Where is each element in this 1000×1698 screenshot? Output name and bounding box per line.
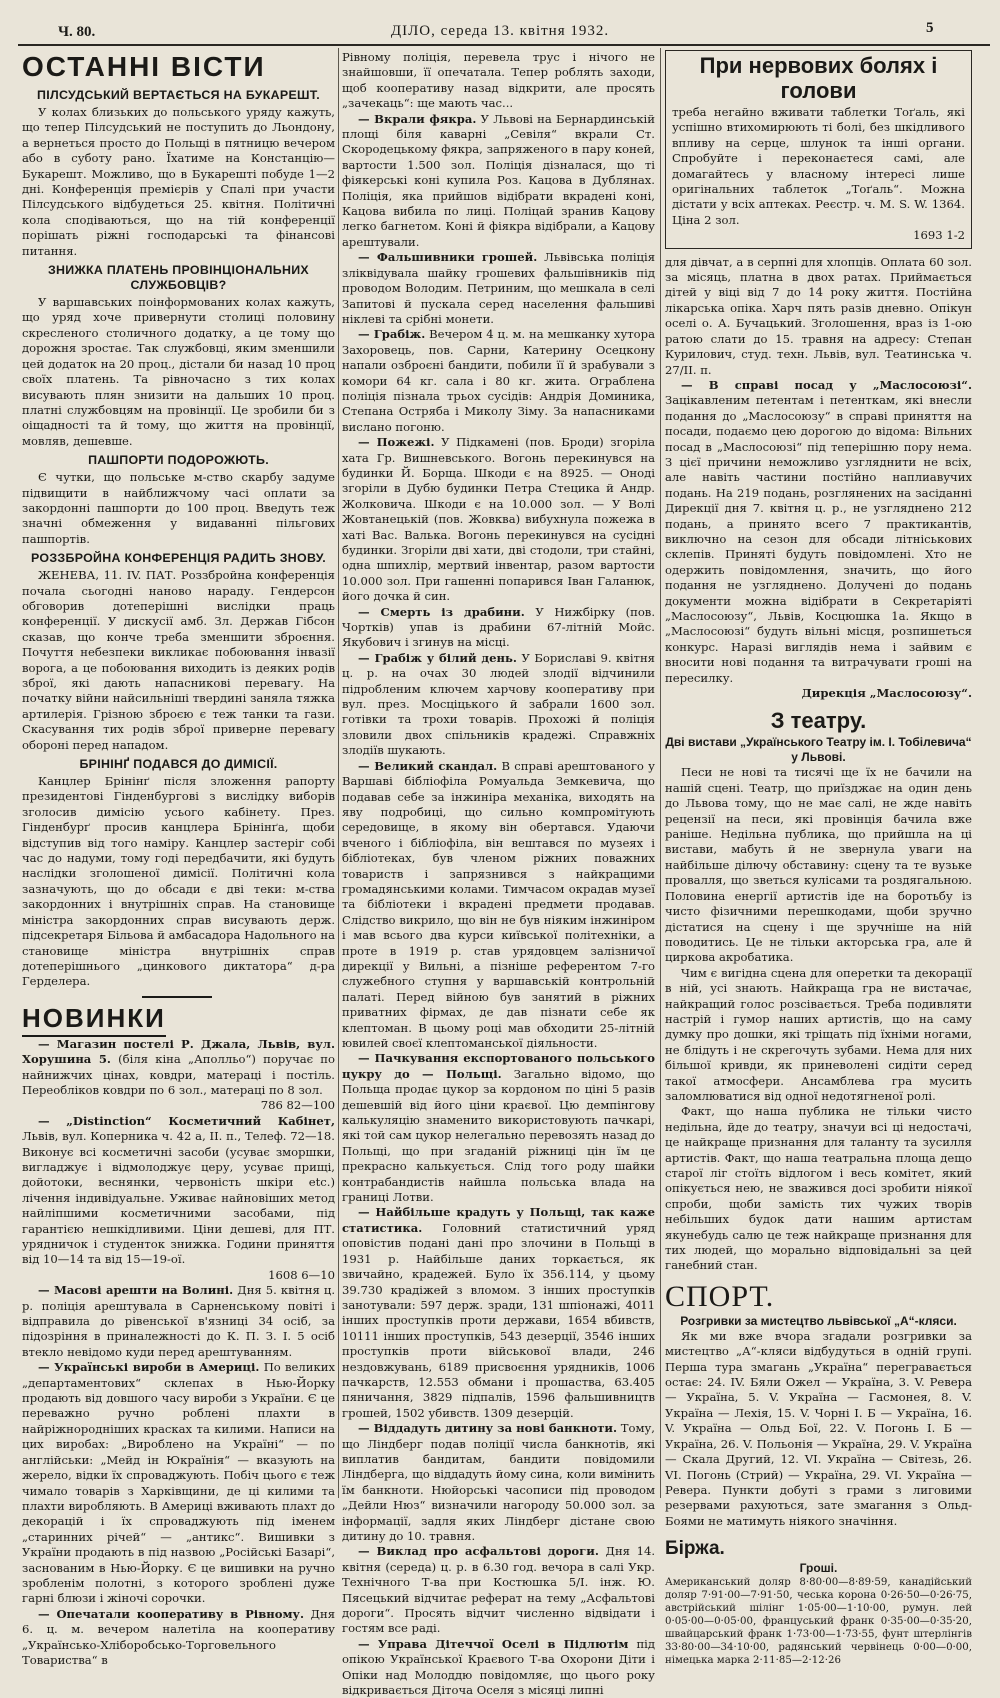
article-text: Є чутки, що польське м-ство скарбу задуме підвищити в найближчому часі оплати за закордонні пашпорти до 100 проц. Введуть теж значні обмеження у видаванні пільгових пашпортів. [22, 470, 335, 546]
column-divider [338, 48, 339, 1498]
news-lead: — Українські вироби в Америці. [38, 1360, 260, 1375]
news-lead: — Грабіж у білий день. [358, 650, 517, 665]
news-lead: — Смерть із драбини. [358, 604, 525, 619]
news-text: Зацікавленим петентам і петенткам, які внесли подання до „Маслосоюзу“ в справі приняття на посади, подаємо цею дорогою до відома: Вільних посад в „Маслосоюзі“ під теперішню пору нема. З цієї причини неможливо узгляднити не всіх, але навіть частини постійно наплиавучих подань. На 219 подань, розглянених на засіданні Дирекції дня 7. квітня ц. р., не узгляднено 212 подань, а принято всего 7 практикантів, виключно на сезон для обсади літніськових склепів. Приняті будуть повідомлені. Хто не одержить повідомлення, значить, що його подання не узгляднено. Долучені до подань документи можна відібрати в Секретаріяті „Маслосоюзу“, Львів, Косцюшка 1а. Якщо в „Маслосоюзі“ будуть вільні місця, розпишеться конкурс. Наразі виглядів нема і зайвим є вносити нові подання та витрачувати гроші на пересилку. [665, 393, 972, 685]
article-text: Як ми вже вчора згадали розгривки за мистецтво „А“-кляси відбудуться в одній групі. Перша тура змагань „Україна“ перегравається остає: 24. IV. Бяли Ожел — Україна, 3. V. Ревера — Україна, 5. V. Україна — Гасмонея, 8. V. Україна — Лехія, 15. V. Чорні I. Б — Україна, 16. V. Україна — Ольд Бої, 22. V. Погонь I. Б — Україна, 26. V. Польонія — Україна, 29. V. Україна — Скала Другий, 12. VI. Україна — Світезь, 26. VI. Погонь (Стрий) — Україна, 29. VI. Україна — Ревера. Пункти добуті з грами з лиговими резервами рахуються, зате змагання з Ольд-Боями не матимуть ніякого значіння. [665, 1328, 972, 1528]
column-2 [342, 50, 656, 1698]
news-text: Вечером 4 ц. м. на мешканку хутора Захоровець, пов. Сарни, Катерину Осецкону напали озброєні бандити, побили її й зрабували з комори 64 кг. сала і 80 кг. жита. Ограблена поліція пізнала трьох сусідів: Андрія Доминика, Степана Остряба і Миколу Зіму. За напасниками вислано погоню. [342, 327, 656, 434]
section-subheading: Дві вистави „Українського Театру ім. І. Тобілевича“ у Львові. [665, 735, 972, 765]
news-text: Львів, вул. Коперника ч. 42 а, II. п., Телеф. 72—18. Виконує всі косметичні засоби (усуває зморшки, вигладжує і відмолоджує цеpу, усуває прищі, дойотоки, веснянки, червоність шкіри etc.) лічення індивідуальне. Уживає найновіших метод найліпшими косметичними засобами, під гарантією нешкідливими. Ціни дешеві, для ПТ. урядничок і студенток знижка. Години приняття від 10—14 та від 15—19-ої. [22, 1129, 335, 1267]
news-text: Головний статистичний уряд оповістив подані дані про злочини в Польщі в 1931 р. Найбільше даних торкається, як звичайно, крадежей. Було їх 356.114, у цьому 39.730 крадіжей з вломом. З інших проступків занотували: 597 держ. зради, 131 шпіонажі, 4011 інших проступків проти держави, 1654 вбивств, 10111 інших проступків, 543 дезерції, 3546 інших проступків проти військової влади, 246 нездовжувань, 6189 присвоєння урядників, 1006 пачкарств, 12.553 обмани і прошаства, 63.405 пяничання, 3829 підпалів, 1596 фальшивництв грошей, 1502 убивств. 1309 дезерцій. [342, 1220, 656, 1420]
section-heading-exchange: Біржа. [665, 1538, 725, 1560]
news-text: В справі арештованого у Варшаві бібліофіла Ромуальда Земкевича, що подавав себе за інжиніра механіка, виходять на яву подробиці, що сильно компромітують середовище, в якому він обертався. Удаючи вченого і бібліофіла, він вештався по музеях і бібліотеках, був членом ріжних поважних товариств і запрязнився з найкращими громадянськими колами. Тимчасом окрадав музеї та бібліотеки і вкрадені предмети продавав. Слідство викрило, що він не був ніяким інжиніром і мав всього два курси київської політехніки, а проте в 1919 р. став урядовцем залізничої дирекції у Вильні, а пізніше референтом 7-го служебного ступня у варшавській контрольній палаті. Перед війною був занятий в ріжних приватних фірмах, де дав пізнати себе як клептоман. В цьому році мав обходити 25-літній ювилей своєї клептоманської діяльности. [342, 758, 655, 1050]
togal-advertisement [665, 50, 972, 249]
news-lead: — Грабіж. [358, 327, 426, 342]
news-text: Загально відомо, що Польща продає цукор за кордоном по ціні 5 разів дешевшій від його ціни краєвої. Цю демпінгову калькуляцію знаменито використовують пачкарі, які той сам цукор нелегально перевозять назад до Польщі, що при згаданій ріжниці цін їм це прекрасно калькується. Слід того роду шайки контрабандистів найшла польська влада на границі Лотви. [342, 1066, 655, 1205]
article-title: ПІЛСУДСЬКИЙ ВЕРТАЄТЬСЯ НА БУКАРЕШТ. [37, 88, 320, 102]
news-text: У Львові на Бернардинській площі біля каварні „Севіля“ вкрали Ст. Скородецькому фякра, запряженого в пару коней, вартости 1.500 зол. Поліція дізналася, що ті фіякерські коні купила Роз. Кацова в Дублянах. Поліція, яка прийшов відібрати вкрадені коні, Кацова вибила по лиці. Поліцай зранив Кацову легко багнетом. Коні й фіякра відібрали, а Кацову арештували. [342, 111, 655, 249]
news-lead: — Фальшивники грошей. [358, 250, 538, 265]
article-text: Факт, що наша публика не тільки чисто недільна, йде до театру, значуи всі ці недостачі, це найкраще признання для таланту та зусилля артистів. Факт, що наша театральна площа дещо старої ліг стоїть відлогом і весь комітет, який опікується нею, не зважився досі зробити ніякої спроби, щоби замість тих чужих творів небільших будок дати нашим артистам якунебудь салю це теж найкраще признання для тих людей, що морально відповідальні за цей ганебний стан. [665, 1104, 972, 1273]
news-lead: — Управа Дітеччої Оселі в Підлютім [358, 1636, 629, 1651]
article-title: РОЗЗБРОЙНА КОНФЕРЕНЦІЯ РАДИТЬ ЗНОВУ. [31, 551, 326, 566]
news-text: Дня 14. квітня (середа) ц. р. в 6.30 год. вечора в салі Укр. Технічного Т-ва при Костюшка 5/І. інж. Ю. Пясецький відчитає реферат на тему „Асфальтові дороги“. Просять відчит численно відвідати і гостям все раді. [342, 1544, 656, 1636]
article-text: для дівчат, а в серпні для хлопців. Оплата 60 зол. за місяць, платна в двох ратах. Приймається дітей у віці від 7 до 14 року життя. Постійна лікарська опіка. Харч пять разів дневно. Опікун оселі о. А. Бучацький. Зголошення, враз із 1-ою ратою слати до 15. травня на адресу: Степан Курилович, студ. техн. Львів, вул. Театинська ч. 27/ІІ. п. [665, 254, 972, 377]
news-lead: — Виклад про асфальтові дороги. [358, 1544, 599, 1559]
news-text: У Бориславі 9. квітня ц. р. на очах 30 людей злодії відчинили підробленим ключем харчову кооперативу при вул. през. Мосціцького й забрали 1600 зол. готівки та трохи товарів. Прохожі й поліція зловили двох спільників крадежі. Справжніх злодіїв шукають. [342, 650, 655, 758]
header-rule [18, 44, 990, 46]
news-lead: — Опечатали кооперативу в Рівному. [38, 1606, 305, 1621]
section-subheading: Розгривки за мистецтво львівської „А“-кляси. [680, 1313, 957, 1328]
section-heading-latest-news: ОСТАННІ ВІСТИ [22, 51, 266, 82]
ad-title: При нервових болях і голови [699, 53, 938, 103]
divider [142, 996, 212, 998]
news-text: під опікою Української Краєвого Т-ва Охорони Діти і Опіки над Молоддю повідомляє, що цього року відкривається Діточа Оселя з місяці липні [342, 1636, 656, 1698]
news-lead: — Пожежі. [358, 435, 435, 450]
news-text: У Підкамені (пов. Броди) згоріла хата Гр. Вишневського. Вогонь перекинувся на будинки Й. Борща. Шкоди є на 8925. — Оноді згоріли в Дубю будинки Петра Стецика й Андр. Жолковича. Шкоди є на 10.000 зол. — У Волі Жовтанецькій (пов. Жовква) вибухнула пожежа в хаті Вас. Валька. Вогонь перекинувся на сусідні будинки. Згоріли дві хати, дві стодоли, три стайні, одна шпихлір, мертвий інвентар, разом вартости 10.000 зол. При гашенні попарився Іван Галанюк, його дочка й син. [342, 435, 656, 604]
news-lead: — „Distinction“ Косметичний Кабінет, [38, 1113, 335, 1128]
column-3 [665, 50, 972, 1667]
article-title: БРІНІНҐ ПОДАВСЯ ДО ДИМІСІЇ. [79, 757, 278, 772]
masthead [0, 0, 1000, 44]
article-text: Песи не нові та тисячі ще їх не бачили на нашій сцені. Театр, що приїзджає на один день до Львова тому, що не має салі, не жде навіть рецензії на песи, які провінція бачила вже раніше. Недільна публика, що прийшла на ці вистави, мабуть й не звернула уваги на найбільше ділючу обставину: сцену та те вузьке провалля, що зветься кулісами та роздягальною. Половина енергії артистів іде на боротьбу із чисто фізичними перешкодами, щоби зручно дістатися на сцену і ще зручніше на ній поводитись. Це не тільки акторська гра, але й циркова акробатика. [665, 765, 972, 965]
page-number: 5 [926, 20, 934, 36]
news-text: По великих „департаментових“ склепах в Нью-Йорку продають від довшого часу вироби з України. Є це переважно ручно роблені плахти в найріжнородніших красках та килими. Написи на цих виробах: „Вироблено на Україні“ — по англійськи: „Мейд ін Юкраїнія“ — вказують на жерело, відки їх спроваджують. Побіч цього є теж чимало товарів з Харківщини, де ці килими та плахти виробляють. В Америці вживають плахт до декорацій і їх спроваджують під іменем „старинних річей“ — „антикс“. Вишивки з України продають в під назвою „Російські Базарі“, заснованим в Нью-Йорку. Є це вишивки на ручно зробленім полотні, з которого зроблені дуже гарні блюзи і жіночі сорочки. [22, 1360, 336, 1606]
exchange-rates: Американський доляр 8·80·00—8·89·59, канадійський доляр 7·91·00—7·91·50, чеська корона 0·26·50—0·26·75, австрійський шілінг 1·05·00—1·10·00, румун. лей 0·05·00—0·05·00, француський франк 0·35·00—0·35·20, швайцарський франк 1·73·00—1·73·55, фунт штерлінгів 33·80·00—34·10·00, радянський червінець 0·00—0·00, німецька марка 2·11·85—2·12·26 [665, 1577, 972, 1667]
news-text: У Нижбірку (пов. Чортків) упав із драбини 67-літній Мойс. Якубович і згинув на місці. [342, 604, 656, 650]
section-subheading: Гроші. [799, 1561, 838, 1576]
news-text: Дня 5. квітня ц. р. поліція арештувала в Сарненському повіті і відправила до рівенської в'язниці 34 осіб, за підозріння в приналежності до К. П. З. І. 5 осіб втекло невідомо куди перед арештуванням. [22, 1283, 336, 1359]
news-lead: — Найбільше крадуть у Польщі, так каже статистика. [342, 1205, 655, 1235]
article-text: ЖЕНЕВА, 11. IV. ПАТ. Роззбройна конференція почала сьогодні наново нараду. Гендерсон обговорив дотеперішні вислідки праць конференції. У дискусії амб. Зл. Держав Гібсон сказав, що конче треба зменшити зброєння. Почуття небезпеки викликає побоювання інвазії ворога, а це побоювання виходить із деяких родів зброї, які дають напасникові перевагу. На початку війни найсильніші твердині заняла тяжка артилерія. Грізною зброєю є теж танки та гази. Скасування тих родів зброї приверне перевагу обороні перед нападом. [22, 568, 335, 752]
news-text: Львівська поліція зліквідувала шайку грошевих фальшівників під проводом Володим. Петриним, що мешкала в селі Запитові й пускала серед населення фальшиві ніклеві та срібні монети. [342, 250, 656, 326]
news-text: Дня 6. ц. м. вечером налетіла на кооперативу „Українсько-Хліборобсько-Торговельного Товариства“ в [22, 1606, 336, 1667]
news-text: Тому, що Ліндберг подав поліції числа банкнотів, які виплатив бандитам, бандити повідомили Ліндберга, що віддадуть йому сина, коли вимінить їм банкноти. Нюйорські часописи під проводом „Дейли Нюз“ визначили нагороду 50.000 зол. за інформації, задля яких Ліндберг дістане свою дитину до 10. травня. [342, 1421, 655, 1543]
newspaper-title-date: ДІЛО, середа 13. квітня 1932. [390, 23, 610, 39]
article-text: Рівному поліція, перевела трус і нічого не знайшовши, її опечатала. Тепер роблять заходи, щоб кооперативу назад відкрити, але просять „зачекаць“: ще мають час... [342, 50, 655, 111]
ad-text: треба негайно вживати таблетки Тоґаль, які успішно втихомирюють ті болі, без шкідливого впливу на серце, шлунок та інші органи. Спробуйте і переконаєтеся самі, але домагайтесь у власному інтересі лише оригінальних таблеток „Тоґаль“. Можна дістати у всіх аптеках. Реєстр. ч. М. S. W. 1364. Ціна 2 зол. [672, 105, 965, 227]
column-divider [660, 48, 661, 1498]
section-heading-theatre: З театру. [770, 708, 867, 734]
article-title: ЗНИЖКА ПЛАТЕНЬ ПРОВІНЦІОНАЛЬНИХ СЛУЖБОВЦІВ? [47, 263, 309, 293]
ad-code: 1693 1-2 [913, 228, 965, 243]
news-lead: — Пачкування експортованого польського цукру до — Польщі. [342, 1051, 655, 1081]
article-text: У варшавських поінформованих колах кажуть, що уряд хоче привернути столиці половину скресленого столичного додатку, а це тому що дорожня зростає. Так службовці, яким зменшили цей додаток на 20 проц., дістали би назад 10 проц своїх платень. Та рівночасно з тих колах висувають плян знизити на дальших 10 проц. платні службовцям на провінції. Це зробили би з оіщадності та й тому, що життя на провінції, мовляв, дешевше. [22, 295, 335, 448]
article-title: ПАШПОРТИ ПОДОРОЖЮТЬ. [88, 453, 269, 468]
news-lead: — Віддадуть дитину за нові банкноти. [358, 1421, 618, 1436]
section-heading-news: НОВИНКИ [22, 1002, 166, 1037]
news-lead: — Масові арешти на Волині. [38, 1283, 234, 1298]
news-lead: — В справі посад у „Маслосоюзі“. [681, 377, 972, 392]
column-1 [22, 50, 336, 1667]
news-lead: — Вкрали фякра. [358, 111, 477, 126]
issue-number: Ч. 80. [58, 24, 96, 40]
article-text: Канцлер Брінінґ після зложення рапорту президентові Гінденбургові з вислідку виборів зголосив димісію усього кабінету. През. Гінденбурґ просив канцлера Брінінґа, щоби відступив від того наміру. Канцлер застеріг собі час до надуми, тому годі передбачити, які будуть наслідки зголошеної димісії. Політичні кола зазначують, що до обсади є дві теки: м-ства закордонних і внутрішніх справ. На становище міністра закордонних справ висувають держ. підсекретаря Більова й амбасадора Надольного на становище міністра внутрішніх справ дотеперішнього „цинкового диктатора“ д-ра Герделера. [22, 774, 335, 989]
article-text: Чим є вигідна сцена для оперетки та декорації в ній, усі знають. Найкраща гра не вистачає, найкращий голос розсівається. Треба подивляти настрій і гумор наших артистів, що на саму думку про дошки, які тріщать під їхніми ногами, не блідуть і не скрегочуть зубами. Нема для них більшої кривди, як приневолені сидіти серед такої атмосфери. Ансамблева гра мусить заломлюватися від одної недотягненої ролі. [665, 965, 972, 1103]
signature: Дирекція „Маслосоюзу“. [801, 686, 972, 701]
article-text: У колах близьких до польського уряду кажуть, що тепер Пілсудський не поступить до Льондону, а вернеться просто до Польщі в пятницю вечером або в суботу рано. Їхатиме на Констанцію—Букарешт. Можливо, що в Букарешті побуде 1—2 дні. Конференція премієрів у Спалі при участи Пілсудського відбудеться 25. квітня. Політичні кола сподіваються, що на тій конференції порішать ріжні господарські та фінансові питання. [22, 105, 335, 258]
ad-code: 1608 6—10 [268, 1267, 335, 1282]
news-text: (біля кіна „Аполльо“) поручає по найнижчих цінах, ковдри, матераці і постіль. Переобліков ковдри по 6 зол., матераці по 8 зол. [22, 1052, 336, 1097]
news-lead: — Великий скандал. [358, 758, 498, 773]
section-heading-sport: СПОРТ. [665, 1279, 775, 1313]
news-lead: — Магазин постелі Р. Джала, Львів, вул. Хорушина 5. [22, 1036, 335, 1067]
ad-code: 786 82—100 [260, 1098, 335, 1113]
